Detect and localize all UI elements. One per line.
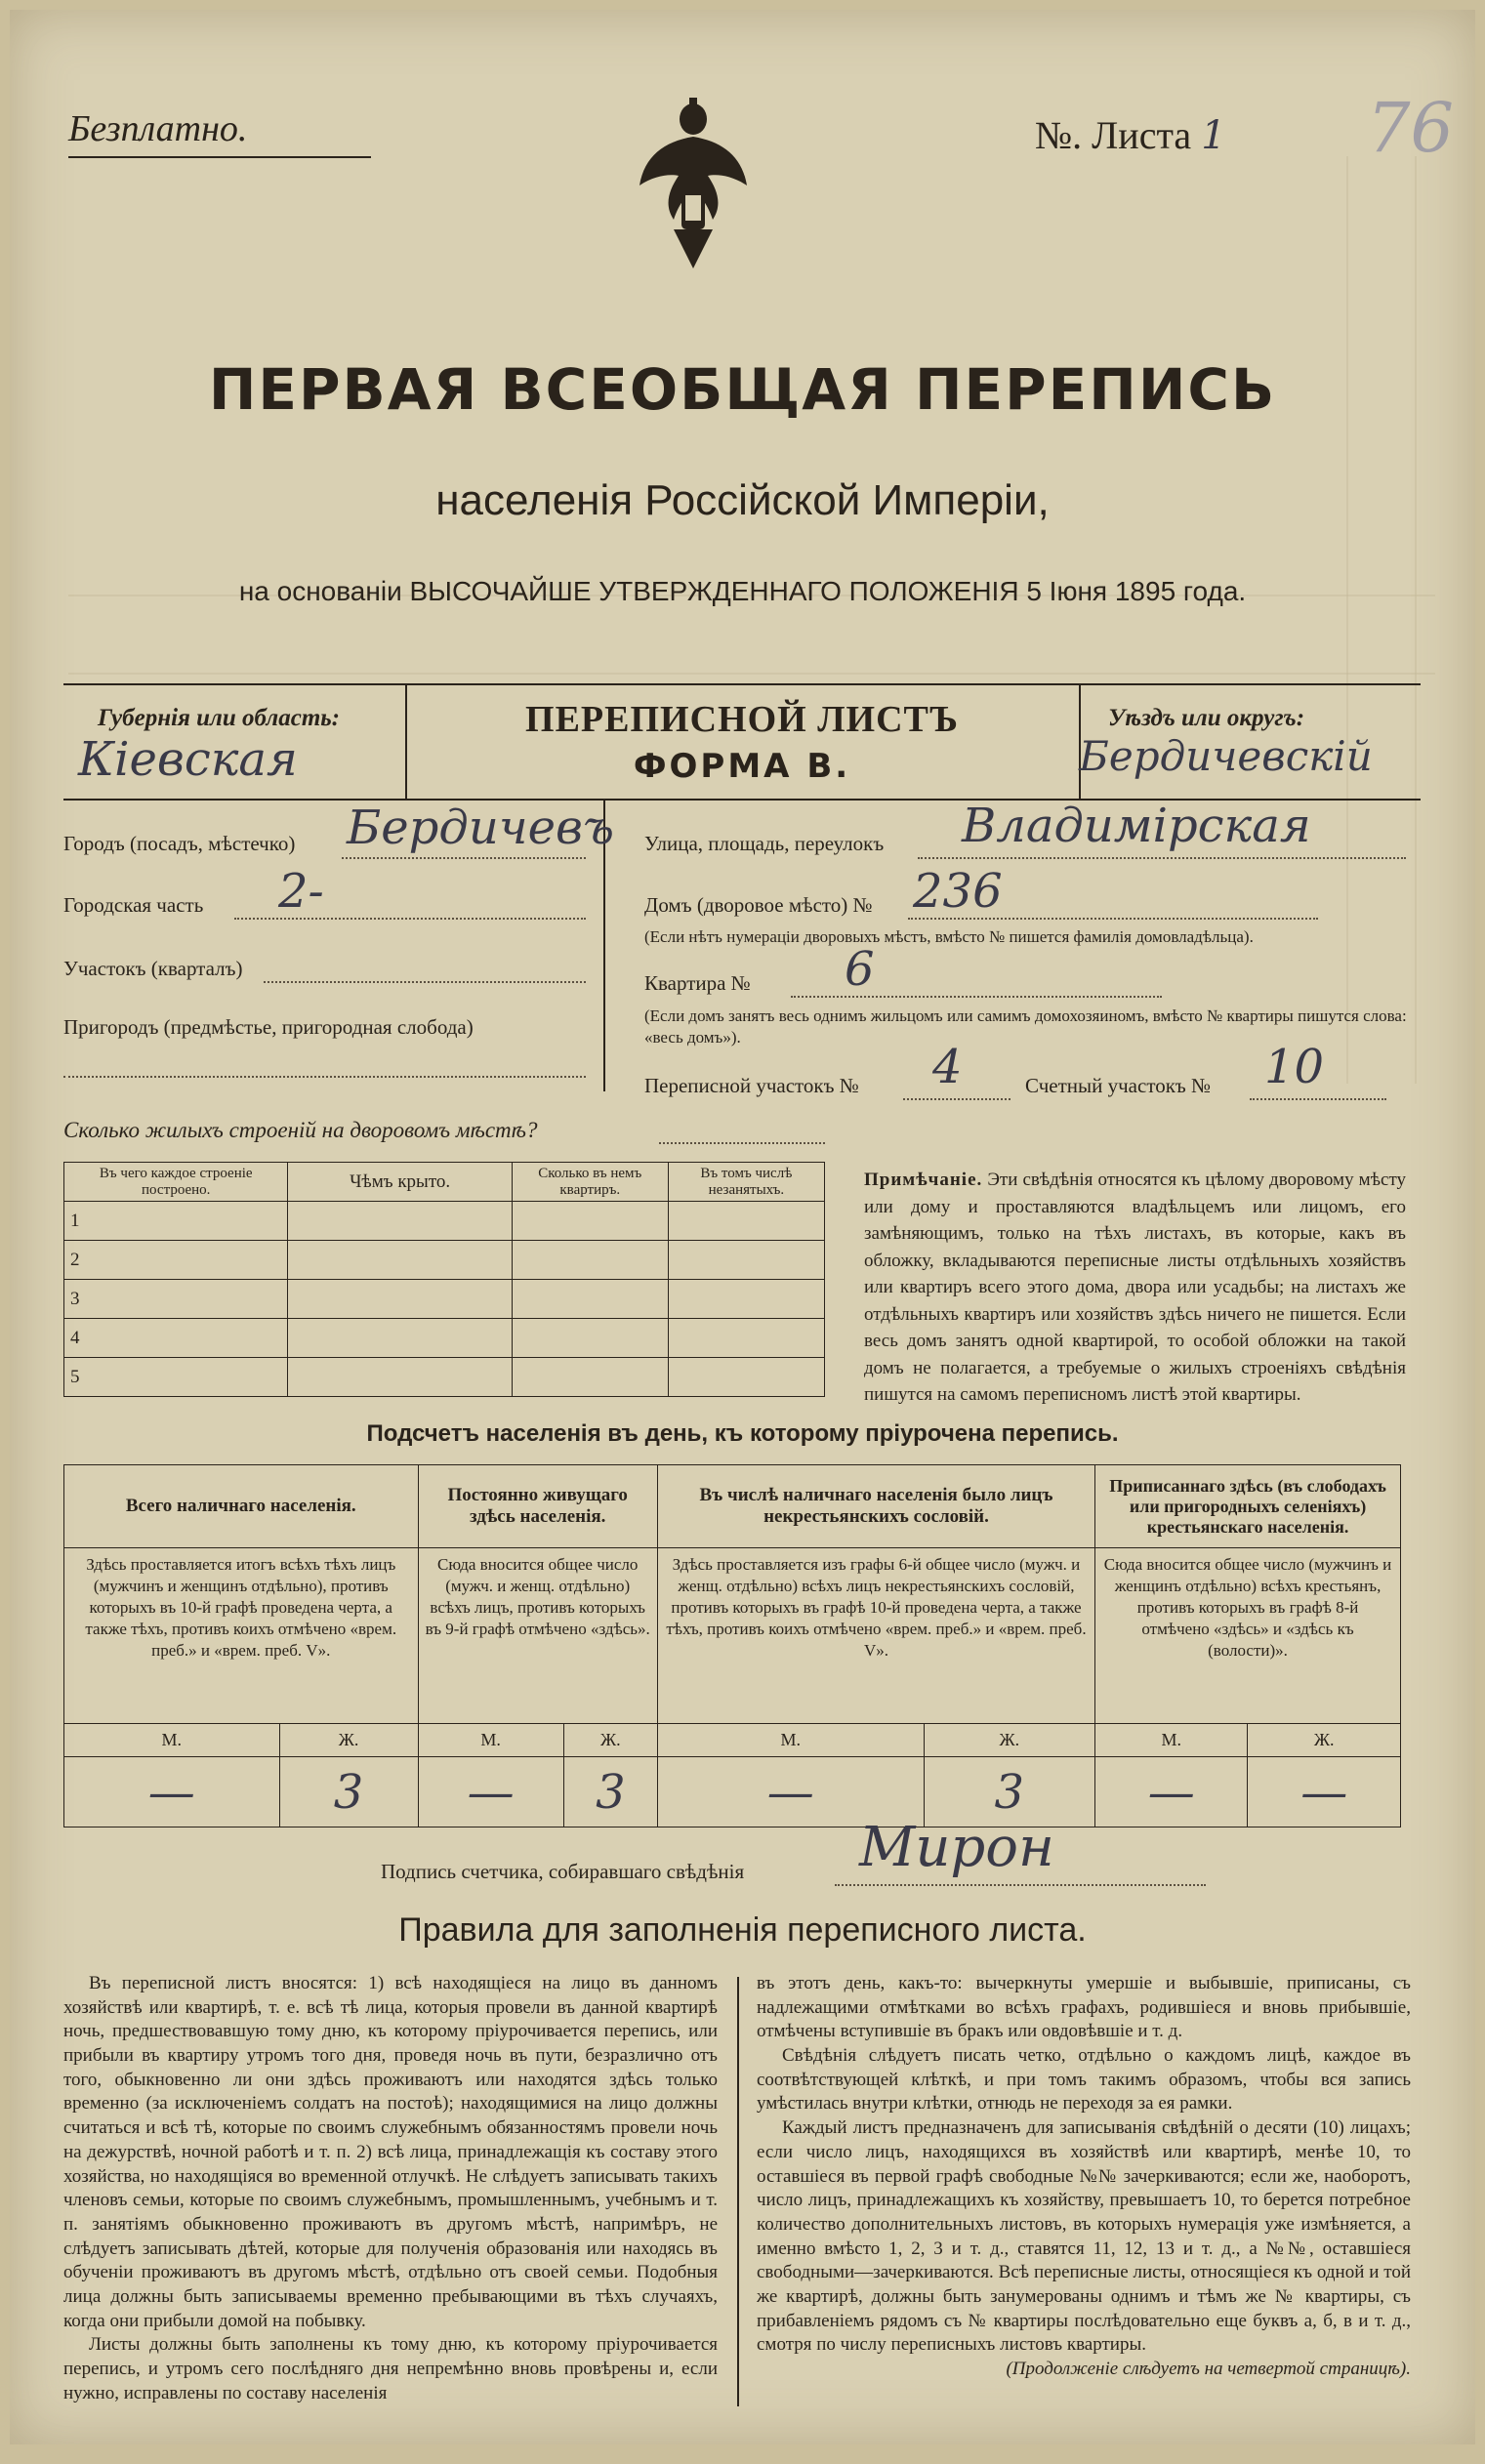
pop-col4-f-label: Ж. [1248, 1724, 1401, 1757]
census-sheet [10, 10, 1475, 2444]
city-line [342, 857, 586, 859]
pop-col4-f-value: — [1248, 1757, 1401, 1827]
part-value: 2- [278, 864, 324, 919]
buildings-row-3: 3 [64, 1280, 288, 1319]
pop-col1-title: Всего наличнаго населенія. [64, 1465, 419, 1548]
buildings-col-material: Въ чего каждое строеніе построено. [64, 1163, 288, 1202]
header-rule [68, 156, 371, 158]
census-district-value: 4 [932, 1040, 963, 1094]
city-label: Городъ (посадъ, мѣстечко) [63, 832, 296, 855]
gubernia-value: Кіевская [78, 732, 298, 787]
rules-right-p2: Свѣдѣнія слѣдуетъ писать четко, отдѣльно о каждомъ лицѣ, каждое въ соотвѣтствующей клѣткѣ, и при томъ такимъ образомъ, чтобы вся запись умѣстилась внутри клѣтки, отнюдь не переходя за ея рамки. [757, 2045, 1411, 2115]
buildings-note [864, 1167, 1406, 1409]
pop-col1-f-value: 3 [279, 1757, 418, 1827]
sheet-number [1035, 112, 1226, 158]
buildings-row-2: 2 [64, 1241, 288, 1280]
rules-divider [737, 1977, 739, 2406]
pop-col3-desc: Здѣсь проставляется изъ графы 6-й общее число (мужч. и женщ. отдѣльно) всѣхъ лицъ некрестьянскихъ сословій, противъ которыхъ въ графѣ 10-й проведена черта, а также тѣхъ, противъ коихъ отмѣчено «врем. преб.» и «врем. преб. V». [657, 1548, 1094, 1724]
form-title: ФОРМА В. [633, 747, 851, 786]
pop-col3-title: Въ числѣ наличнаго населенія было лицъ некрестьянскихъ сословій. [657, 1465, 1094, 1548]
form-top-rule [63, 683, 1421, 685]
rules-left-p2: Листы должны быть заполнены къ тому дню, къ которому пріурочивается перепись, и утромъ сего послѣдняго дня непремѣнно вновь провѣрены и, если нужно, исправлены по составу населенія [63, 2334, 718, 2403]
counting-district-label: Счетный участокъ № [1025, 1074, 1212, 1097]
precinct-line [264, 981, 586, 983]
pop-col4-m-value: — [1095, 1757, 1248, 1827]
city-value: Бердичевъ [347, 801, 614, 855]
rules-right-column [757, 1972, 1411, 2382]
suburb-label: Пригородъ (предмѣстье, пригородная слобода) [63, 1015, 474, 1039]
street-line [918, 857, 1406, 859]
house-label: Домъ (дворовое мѣсто) № [644, 893, 873, 917]
sheet-number-value: 1 [1201, 113, 1226, 158]
signature-label: Подпись счетчика, собиравшаго свѣдѣнія [381, 1860, 745, 1883]
pop-col1-f-label: Ж. [279, 1724, 418, 1757]
buildings-question: Сколько жилыхъ строеній на дворовомъ мѣстѣ? [63, 1118, 538, 1142]
street-label: Улица, площадь, переулокъ [644, 832, 885, 855]
buildings-note-head: Примѣчаніе. [864, 1170, 983, 1190]
enumerator-signature: Мирон [859, 1816, 1054, 1879]
census-district-label: Переписной участокъ № [644, 1074, 859, 1097]
counting-district-line [1250, 1098, 1386, 1100]
buildings-col-vacant: Въ томъ числѣ незанятыхъ. [668, 1163, 824, 1202]
pop-col2-f-value: 3 [563, 1757, 657, 1827]
buildings-note-text: Эти свѣдѣнія относятся къ цѣлому дворовому мѣсту или дому и проставляются владѣльцемъ или лицомъ, его замѣняющимъ, только на тѣхъ листахъ, въ которые, какъ въ обложку, вкладываются переписные листы отдѣльныхъ хозяйствъ или квартиръ всего этого дома, двора или усадьбы; на листахъ же отдѣльныхъ квартиръ или хозяйствъ здѣсь ничего не пишется. Если весь домъ занятъ одной квартирой, то особой обложки на такой домъ не полагается, а требуемые о жилыхъ строеніяхъ свѣдѣнія пишутся на самомъ переписномъ листѣ этой квартиры. [864, 1170, 1407, 1406]
rules-title: Правила для заполненія переписного листа. [398, 1911, 1087, 1949]
buildings-table [63, 1162, 825, 1397]
pop-col2-title: Постоянно живущаго здѣсь населенія. [418, 1465, 657, 1548]
precinct-label: Участокъ (кварталъ) [63, 957, 243, 980]
house-note: (Если нѣтъ нумераціи дворовыхъ мѣстъ, вмѣсто № пишется фамилія домовладѣльца). [644, 927, 1254, 946]
signature-line [835, 1884, 1206, 1886]
sheet-number-label: №. Листа [1035, 113, 1192, 157]
imperial-eagle-icon [635, 98, 752, 273]
buildings-row-5: 5 [64, 1358, 288, 1397]
free-label: Безплатно. [68, 108, 248, 149]
pop-col2-desc: Сюда вносится общее число (мужч. и женщ. отдѣльно) всѣхъ лицъ, противъ которыхъ въ 9-й графѣ отмѣчено «здѣсь». [418, 1548, 657, 1724]
pop-col1-desc: Здѣсь проставляется итогъ всѣхъ тѣхъ лицъ (мужчинъ и женщинъ отдѣльно), противъ которыхъ въ 10-й графѣ проведена черта, а также тѣхъ, противъ коихъ отмѣчено «врем. преб.» и «врем. преб. V». [64, 1548, 419, 1724]
apt-note: (Если домъ занятъ весь однимъ жильцомъ или самимъ домохозяиномъ, вмѣсто № квартиры пишутся слова: «весь домъ»). [644, 1006, 1407, 1047]
street-value: Владимірская [962, 799, 1311, 853]
counting-district-value: 10 [1264, 1040, 1325, 1094]
pop-col4-m-label: М. [1095, 1724, 1248, 1757]
rules-left-p1: Въ переписной листъ вносятся: 1) всѣ находящіеся на лицо въ данномъ хозяйствѣ или квартирѣ, т. е. всѣ тѣ лица, которыя провели въ данной квартирѣ ночь, предшествовавшую тому дню, къ которому пріурочивается перепись, или прибыли въ квартиру утромъ того дня, проведя ночь въ пути, безразлично отъ того, обыкновенно ли они здѣсь проживаютъ или находятся здѣсь только временно (за исключеніемъ солдатъ на постоѣ); находящимися на лицо должны считаться и всѣ тѣ, которые по своимъ служебнымъ обязанностямъ провели ночь на дежурствѣ, ночной работѣ и т. п. 2) всѣ лица, принадлежащія къ составу этого хозяйства, но находящіяся во временной отлучкѣ. Не слѣдуетъ записывать такихъ членовъ семьи, которые по своимъ служебнымъ, промышленнымъ, учебнымъ и т. п. занятіямъ обыкновенно проживаютъ въ другомъ мѣстѣ, напримѣръ, не слѣдуетъ записывать дѣтей, которые для полученія образованія или находясь въ обученіи проживаютъ въ другомъ мѣстѣ, отдѣльно отъ своей семьи. Подобныя лица должны быть записываемы временно пребывающими въ тѣхъ случаяхъ, когда они прибыли домой на побывку. [63, 1973, 718, 2331]
pop-col2-m-value: — [418, 1757, 563, 1827]
apt-value: 6 [845, 942, 875, 997]
pop-col3-f-value: 3 [924, 1757, 1095, 1827]
rules-left-column [63, 1972, 718, 2405]
pop-col1-m-value: — [64, 1757, 280, 1827]
rules-right-p3: Каждый листъ предназначенъ для записыванія свѣдѣній о десяти (10) лицахъ; если число лицъ, находящихся въ хозяйствѣ или квартирѣ, менѣе 10, то оставшіеся въ первой графѣ свободные №№ зачеркиваются; если же, наоборотъ, число лицъ, принадлежащихъ къ хозяйству, превышаетъ 10, то берется потребное количество дополнительныхъ листовъ, въ которыхъ нумерація уже измѣняется, а именно вмѣсто 1, 2, 3 и т. д., ставятся 11, 12, 13 и т. д., а №№, оставшіеся свободными—зачеркиваются. Всѣ переписные листы, относящіеся къ одной и той же квартирѣ, должны быть занумерованы однимъ и тѣмъ же № квартиры, съ прибавленіемъ рядомъ съ № квартиры послѣдовательно еще буквъ а, б, в и т. д., смотря по числу переписныхъ листовъ квартиры. [757, 2117, 1411, 2356]
pop-col2-m-label: М. [418, 1724, 563, 1757]
pop-col3-m-label: М. [657, 1724, 924, 1757]
main-title: ПЕРВАЯ ВСЕОБЩАЯ ПЕРЕПИСЬ [208, 356, 1277, 423]
rules-right-p1: въ этотъ день, какъ-то: вычеркнуты умершіе и выбывшіе, приписаны, съ надлежащими отмѣтками во всѣхъ графахъ, родившіеся и вновь прибывшіе, отмѣчены вступившіе въ бракъ или овдовѣвшіе и т. д. [757, 1973, 1411, 2042]
apt-label: Квартира № [644, 971, 751, 995]
buildings-question-line [659, 1142, 825, 1144]
gubernia-label: Губернія или область: [98, 705, 341, 731]
rules-continued: (Продолженіе слѣдуетъ на четвертой страницѣ). [1006, 2359, 1411, 2379]
pop-col4-desc: Сюда вносится общее число (мужчинъ и женщинъ отдѣльно) всѣхъ крестьянъ, противъ которыхъ въ графѣ 8-й отмѣчено «здѣсь» и «здѣсь къ (волости)». [1095, 1548, 1401, 1724]
pop-col3-f-label: Ж. [924, 1724, 1095, 1757]
corner-number: 76 [1367, 88, 1455, 168]
pop-col4-title: Приписаннаго здѣсь (въ слободахъ или пригородныхъ селеніяхъ) крестьянскаго населенія. [1095, 1465, 1401, 1548]
pop-col3-m-value: — [657, 1757, 924, 1827]
population-table [63, 1464, 1401, 1827]
sheet-title: ПЕРЕПИСНОЙ ЛИСТЪ [525, 699, 959, 740]
uezd-value: Бердичевскій [1079, 732, 1373, 780]
basis-line: на основаніи ВЫСОЧАЙШЕ УТВЕРЖДЕННАГО ПОЛОЖЕНІЯ 5 Іюня 1895 года. [238, 576, 1247, 606]
suburb-line [63, 1076, 586, 1078]
buildings-row-1: 1 [64, 1202, 288, 1241]
pop-col2-f-label: Ж. [563, 1724, 657, 1757]
buildings-col-apartments: Сколько въ немъ квартиръ. [512, 1163, 668, 1202]
pop-col1-m-label: М. [64, 1724, 280, 1757]
part-label: Городская часть [63, 893, 204, 917]
census-district-line [903, 1098, 1011, 1100]
house-value: 236 [913, 864, 1003, 919]
buildings-row-4: 4 [64, 1319, 288, 1358]
buildings-col-roof: Чѣмъ крыто. [288, 1163, 512, 1202]
uezd-label: Уѣздъ или округъ: [1108, 705, 1305, 731]
subtitle: населенія Россійской Имперіи, [435, 476, 1050, 524]
population-heading: Подсчетъ населенія въ день, къ которому пріурочена перепись. [366, 1420, 1119, 1447]
